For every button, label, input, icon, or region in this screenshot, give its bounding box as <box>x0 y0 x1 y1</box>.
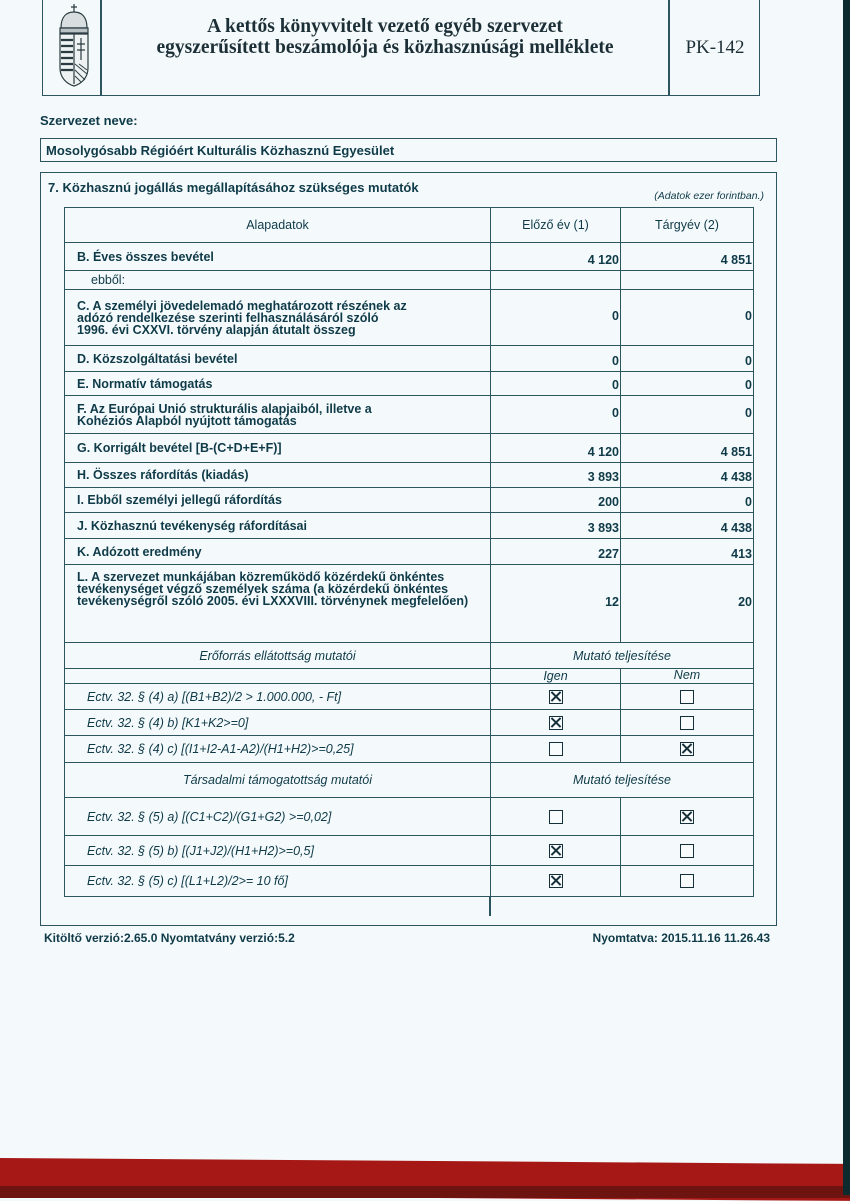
version-info: Kitöltő verzió:2.65.0 Nyomtatvány verzió:5.2 <box>44 931 295 945</box>
indicator-label: Ectv. 32. § (5) a) [(C1+C2)/(G1+G2) >=0,02] <box>65 798 491 836</box>
yes-no-header-row <box>65 669 754 684</box>
social-indicator-row <box>65 866 754 897</box>
table-row <box>65 243 754 271</box>
row-label: C. A személyi jövedelemadó meghatározott részének az adózó rendelkezése szerinti felhasználásáról szóló 1996. évi CXXVI. törvény alapján átutalt összeg <box>65 290 491 346</box>
table-row <box>65 372 754 396</box>
current-year-value: 0 <box>621 290 754 346</box>
resource-indicator-row <box>65 684 754 710</box>
indicator-label: Ectv. 32. § (5) c) [(L1+L2)/2>= 10 fő] <box>65 866 491 897</box>
table-row <box>65 463 754 488</box>
row-label: ebből: <box>65 271 491 290</box>
prev-year-value: 4 120 <box>491 243 621 271</box>
row-label: B. Éves összes bevétel <box>65 243 491 271</box>
prev-year-value: 4 120 <box>491 434 621 463</box>
unit-note: (Adatok ezer forintban.) <box>654 190 764 202</box>
organization-label: Szervezet neve: <box>40 113 138 128</box>
indicator-label: Ectv. 32. § (4) c) [(I1+I2-A1-A2)/(H1+H2)>=0,25] <box>65 736 491 763</box>
form-title-line1: A kettős könyvvitelt vezető egyéb szervezet <box>207 16 563 37</box>
current-year-value: 0 <box>621 372 754 396</box>
fulfilment-header: Mutató teljesítése <box>491 643 754 669</box>
current-year-value: 4 851 <box>621 434 754 463</box>
no-checkbox[interactable] <box>680 716 694 730</box>
yes-column-header: Igen <box>491 669 621 684</box>
row-label: E. Normatív támogatás <box>65 372 491 396</box>
current-year-value: 0 <box>621 346 754 372</box>
scan-page-edge <box>843 0 850 1195</box>
row-label: F. Az Európai Unió strukturális alapjaiból, illetve a Kohéziós Alapból nyújtott támogatás <box>65 396 491 434</box>
indicator-label: Ectv. 32. § (4) a) [(B1+B2)/2 > 1.000.000, - Ft] <box>65 684 491 710</box>
column-divider-tail <box>489 896 491 916</box>
table-row <box>65 565 754 643</box>
form-title <box>102 16 668 58</box>
no-checkbox[interactable] <box>680 690 694 704</box>
yes-checkbox[interactable] <box>549 742 563 756</box>
organization-name: Mosolygósabb Régióért Kulturális Közhasznú Egyesület <box>46 143 395 158</box>
organization-name-field <box>40 138 777 162</box>
column-header: Alapadatok <box>65 208 491 243</box>
print-timestamp: Nyomtatva: 2015.11.16 11.26.43 <box>592 931 770 945</box>
indicator-label: Ectv. 32. § (5) b) [(J1+J2)/(H1+H2)>=0,5] <box>65 836 491 866</box>
table-row <box>65 271 754 290</box>
current-year-value: 0 <box>621 488 754 513</box>
no-column-header: Nem <box>621 669 754 684</box>
no-checkbox[interactable] <box>680 810 694 824</box>
yes-checkbox[interactable] <box>549 844 563 858</box>
prev-year-value: 227 <box>491 539 621 565</box>
prev-year-value: 0 <box>491 396 621 434</box>
resource-indicator-row <box>65 710 754 736</box>
resource-indicators-header: Erőforrás ellátottság mutatói <box>65 643 491 669</box>
fulfilment-header: Mutató teljesítése <box>491 763 754 798</box>
indicators-table <box>64 207 754 897</box>
row-label: L. A szervezet munkájában közreműködő közérdekű önkéntes tevékenységet végző személyek száma (a közérdekű önkéntes tevékenységről szóló 2005. évi LXXXVIII. törvénynek megfelelően) <box>65 565 491 643</box>
table-row <box>65 290 754 346</box>
social-indicator-row <box>65 836 754 866</box>
yes-checkbox[interactable] <box>549 716 563 730</box>
row-label: G. Korrigált bevétel [B-(C+D+E+F)] <box>65 434 491 463</box>
prev-year-value: 3 893 <box>491 513 621 539</box>
scan-background-shadow <box>0 1186 850 1198</box>
social-indicators-header: Társadalmi támogatottság mutatói <box>65 763 491 798</box>
current-year-value: 0 <box>621 396 754 434</box>
no-checkbox[interactable] <box>680 844 694 858</box>
row-label: I. Ebből személyi jellegű ráfordítás <box>65 488 491 513</box>
table-row <box>65 488 754 513</box>
table-row <box>65 434 754 463</box>
row-label: D. Közszolgáltatási bevétel <box>65 346 491 372</box>
table-row <box>65 539 754 565</box>
table-row <box>65 513 754 539</box>
yes-checkbox[interactable] <box>549 810 563 824</box>
current-year-value: 4 438 <box>621 463 754 488</box>
prev-year-value: 3 893 <box>491 463 621 488</box>
row-label: H. Összes ráfordítás (kiadás) <box>65 463 491 488</box>
social-indicator-row <box>65 798 754 836</box>
no-checkbox[interactable] <box>680 874 694 888</box>
indicator-label: Ectv. 32. § (4) b) [K1+K2>=0] <box>65 710 491 736</box>
row-label: K. Adózott eredmény <box>65 539 491 565</box>
current-year-value: 413 <box>621 539 754 565</box>
hungarian-coat-of-arms-icon <box>55 2 93 88</box>
prev-year-value: 0 <box>491 372 621 396</box>
resource-indicator-row <box>65 736 754 763</box>
social-header-row <box>65 763 754 798</box>
section-title: 7. Közhasznú jogállás megállapításához szükséges mutatók <box>48 180 419 195</box>
column-header: Tárgyév (2) <box>621 208 754 243</box>
prev-year-value: 200 <box>491 488 621 513</box>
form-code: PK-142 <box>685 37 745 58</box>
prev-year-value: 0 <box>491 346 621 372</box>
table-row <box>65 396 754 434</box>
no-checkbox[interactable] <box>680 742 694 756</box>
current-year-value: 4 438 <box>621 513 754 539</box>
column-header: Előző év (1) <box>491 208 621 243</box>
resource-header-row <box>65 643 754 669</box>
table-row <box>65 346 754 372</box>
current-year-value: 4 851 <box>621 243 754 271</box>
current-year-value: 20 <box>621 565 754 643</box>
row-label: J. Közhasznú tevékenység ráfordításai <box>65 513 491 539</box>
current-year-value <box>621 271 754 290</box>
prev-year-value: 12 <box>491 565 621 643</box>
yes-checkbox[interactable] <box>549 874 563 888</box>
form-title-line2: egyszerűsített beszámolója és közhasznúsági melléklete <box>156 37 614 58</box>
prev-year-value <box>491 271 621 290</box>
yes-checkbox[interactable] <box>549 690 563 704</box>
prev-year-value: 0 <box>491 290 621 346</box>
empty-cell <box>65 669 491 684</box>
table-header-row <box>65 208 754 243</box>
